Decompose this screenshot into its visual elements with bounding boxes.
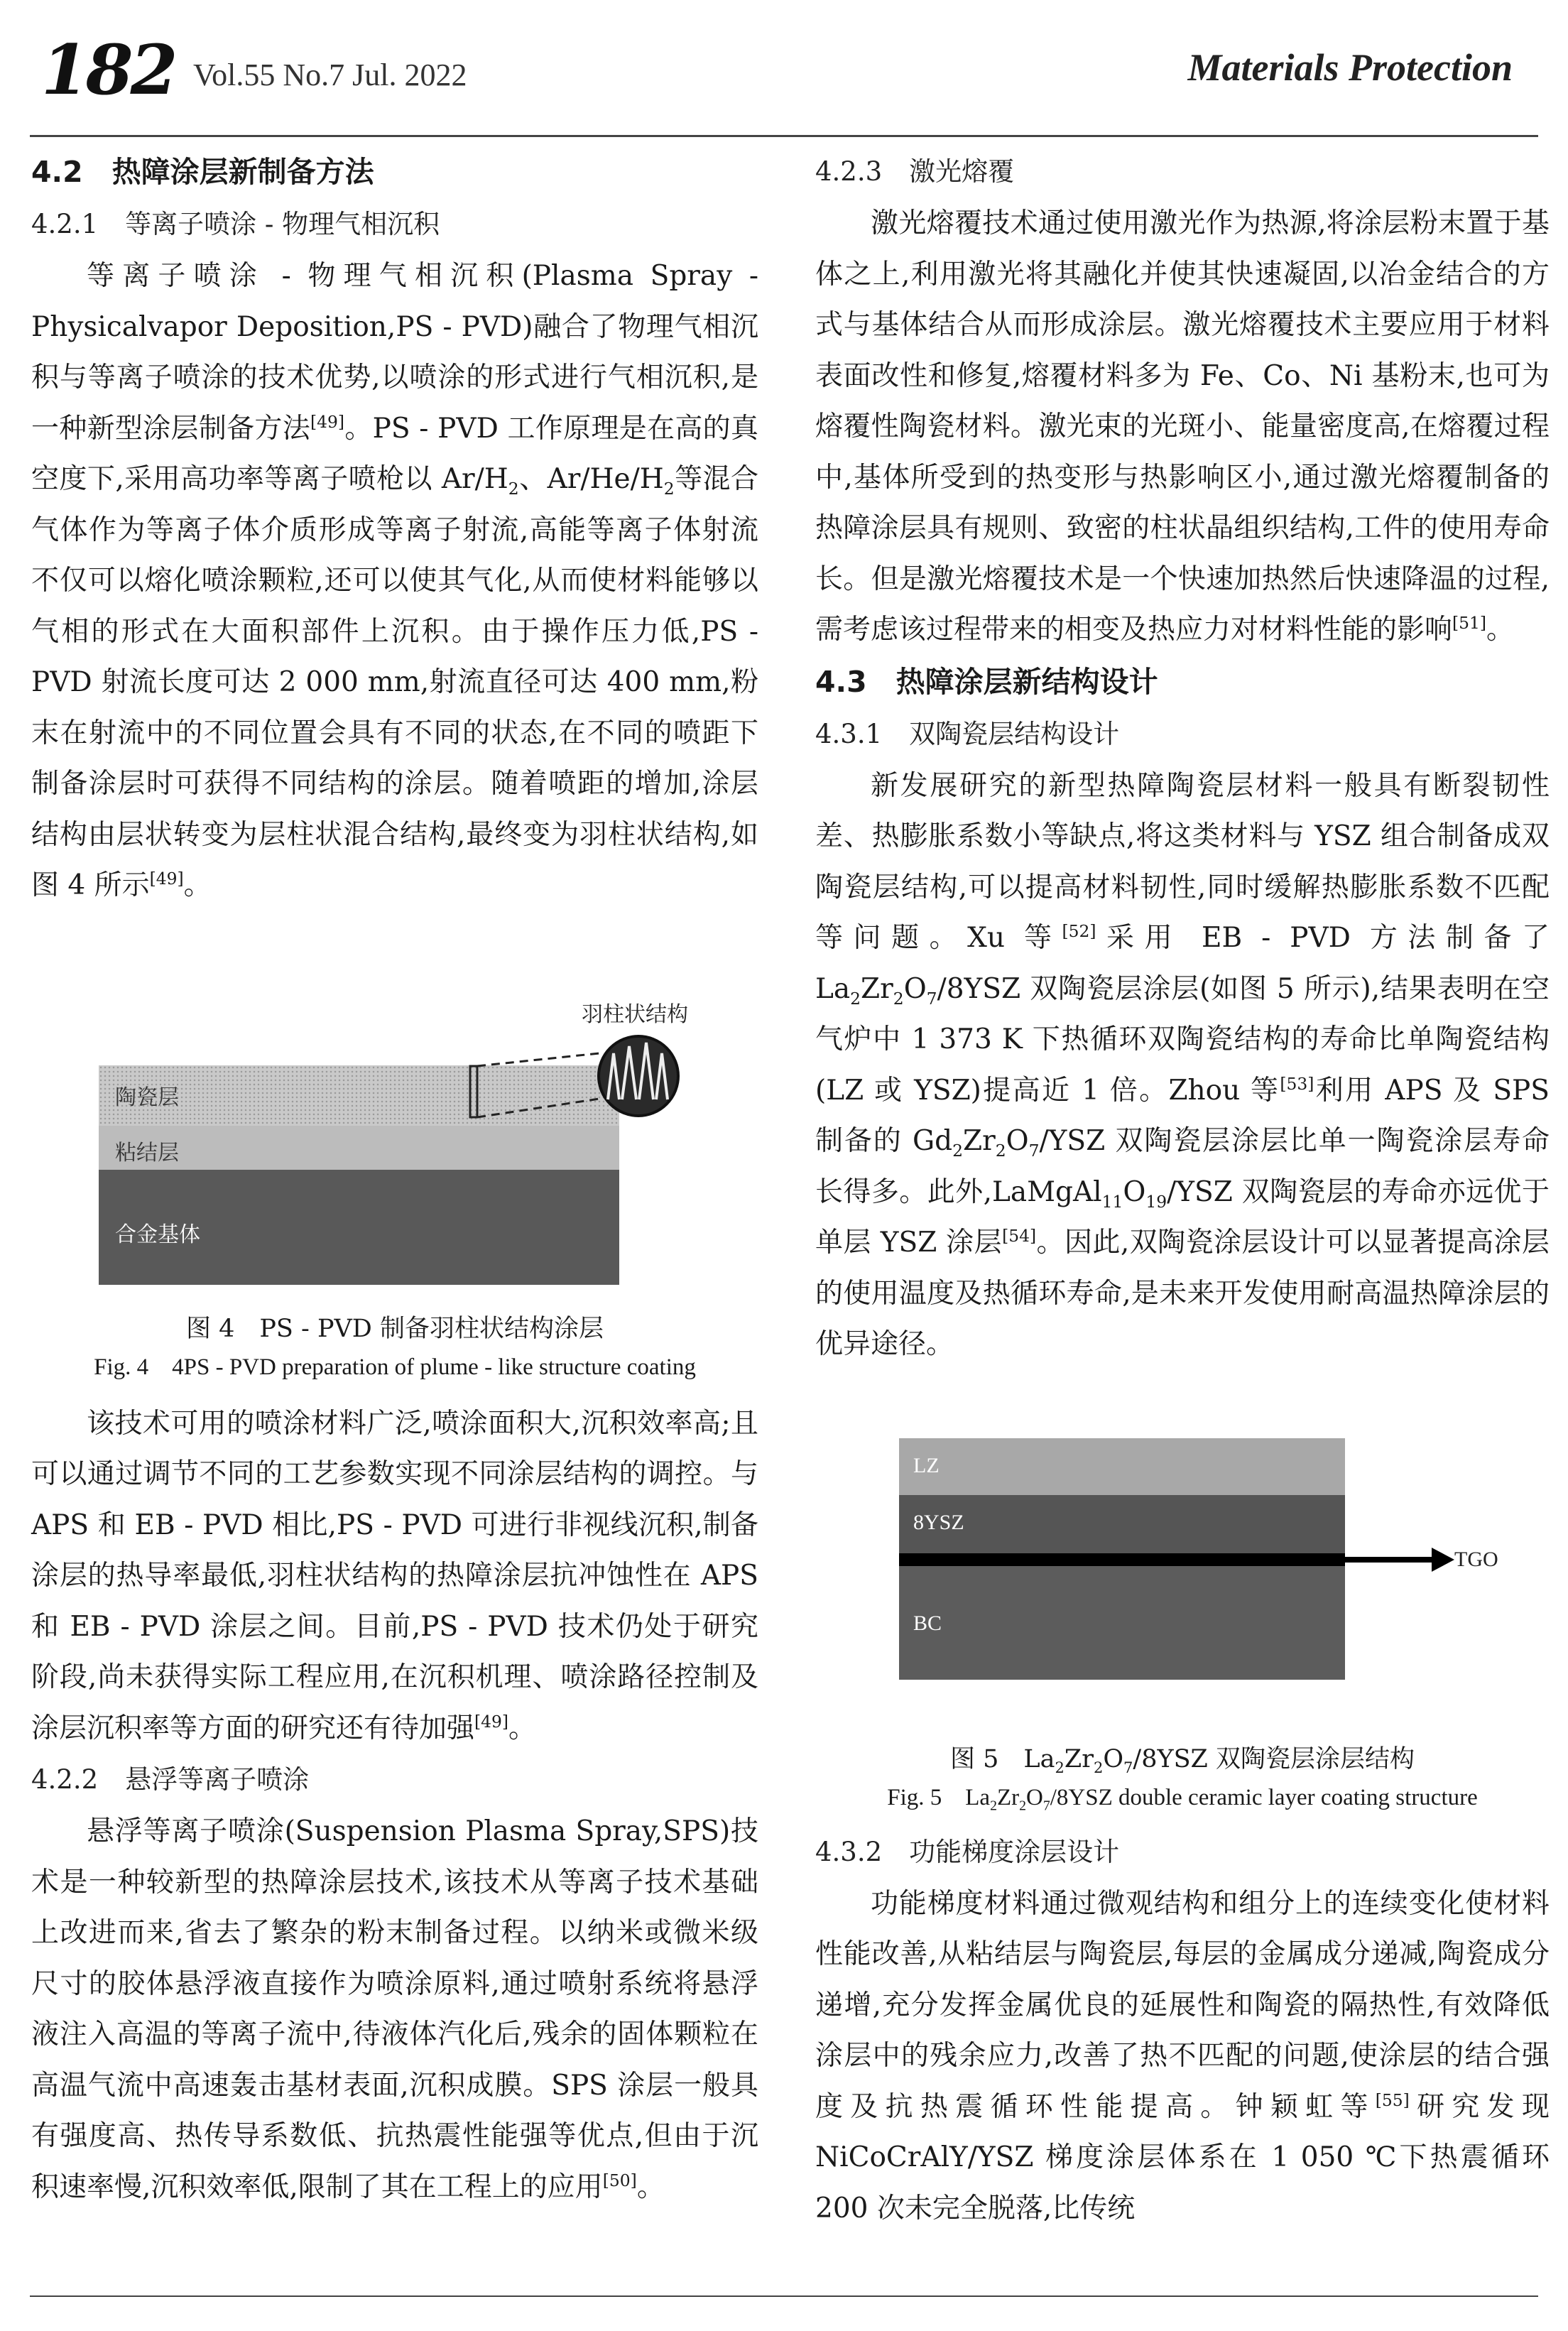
footer-rule [30,2295,1538,2297]
substrate-label: 合金基体 [115,1222,200,1247]
figure-4-caption-cn: 图 4 PS - PVD 制备羽柱状结构涂层 [185,1314,604,1343]
citation: [50] [602,2170,637,2190]
tgo-arrow-icon [815,1370,1550,1739]
citation: [49] [474,1711,509,1732]
bc-label: BC [913,1611,942,1635]
subsection-number: 4.2.2 [31,1764,99,1795]
subsection-heading-4-2-3 [815,146,1550,198]
subsection-heading-4-2-2 [31,1754,758,1806]
subsection-number: 4.2.3 [815,156,883,187]
bond-layer-label: 粘结层 [115,1140,179,1166]
plume-structure-label: 羽柱状结构 [582,1001,688,1027]
section-heading-4-2: 4.2 热障涂层新制备方法 [31,155,374,189]
subsection-title: 悬浮等离子喷涂 [125,1764,310,1795]
subsection-title: 等离子喷涂 - 物理气相沉积 [125,209,440,239]
lz-label: LZ [913,1453,940,1477]
paragraph: 等离子喷涂 - 物理气相沉积(Plasma Spray - Physicalvapor Deposition,PS - PVD)融合了物理气相沉积与等离子喷涂的技术优势,以喷涂的形式进行气相沉积,是一种新型涂层制备方法[49]。PS - PVD 工作原理是在高的真空度下,采用高功率等离子喷枪以 $Ar/H_2$、$Ar/He/H_2$等混合气体作为等离子体介质形成等离子射流,高能等离子体射流不仅可以熔化喷涂颗粒,还可以使其气化,从而使材料能够以气相的形式在大面积部件上沉积。由于操作压力低,PS - PVD 射流长度可达 2 000 mm,射流直径可达 400 mm,粉末在射流中的不同位置会具有不同的状态,在不同的喷距下制备涂层时可获得不同结构的涂层。随着喷距的增加,涂层结构由层状转变为层柱状混合结构,最终变为羽柱状结构,如图 4 所示[49]。 [31,260,758,901]
figure-4 [31,911,758,1309]
left-column [31,146,758,2212]
paragraph: 功能梯度材料通过微观结构和组分上的连续变化使材料性能改善,从粘结层与陶瓷层,每层的金属成分递减,陶瓷成分递增,充分发挥金属优良的延展性和陶瓷的隔热性,有效降低涂层中的残余应力,改善了热不匹配的问题,使涂层的结合强度及抗热震循环性能提高。钟颖虹等[55]研究发现 NiCoCrAlY/YSZ 梯度涂层体系在 1 050 ℃下热震循环 200 次未完全脱落,比传统 [815,1887,1550,2224]
subsection-title: 激光熔覆 [909,156,1015,187]
citation: [55] [1375,2090,1410,2110]
citation: [51] [1452,613,1487,633]
plume-magnifier-icon [31,911,758,1309]
subsection-title: 双陶瓷层结构设计 [909,718,1120,749]
figure-5-caption-en: Fig. 5 $La_2Zr_2O_7/8YSZ$ double ceramic layer coating structure [887,1784,1478,1814]
paragraph: 该技术可用的喷涂材料广泛,喷涂面积大,沉积效率高;且可以通过调节不同的工艺参数实现不同涂层结构的调控。与 APS 和 EB - PVD 相比,PS - PVD 可进行非视线沉积,制备涂层的热导率最低,羽柱状结构的热障涂层抗冲蚀性在 APS 和 EB - PVD 涂层之间。目前,PS - PVD 技术仍处于研究阶段,尚未获得实际工程应用,在沉积机理、喷涂路径控制及涂层沉积率等方面的研究还有待加强[49]。 [31,1407,758,1744]
figure-5-caption-cn: 图 5 $La_2Zr_2O_7/8YSZ$ 双陶瓷层涂层结构 [950,1744,1415,1776]
volume-info: Vol.55 No.7 Jul. 2022 [193,58,467,92]
citation: [49] [149,869,184,889]
paragraph: 激光熔覆技术通过使用激光作为热源,将涂层粉末置于基体之上,利用激光将其融化并使其快速凝固,以冶金结合的方式与基体结合从而形成涂层。激光熔覆技术主要应用于材料表面改性和修复,熔覆材料多为 Fe、Co、Ni 基粉末,也可为熔覆性陶瓷材料。激光束的光斑小、能量密度高,在熔覆过程中,基体所受到的热变形与热影响区小,通过激光熔覆制备的热障涂层具有规则、致密的柱状晶组织结构,工件的使用寿命长。但是激光熔覆技术是一个快速加热然后快速降温的过程,需考虑该过程带来的相变及热应力对材料性能的影响[51]。 [815,207,1550,646]
section-heading-4-3: 4.3 热障涂层新结构设计 [815,664,1158,699]
subsection-heading-4-3-1 [815,708,1550,761]
citation: [54] [1002,1226,1037,1246]
page-number: 182 [41,30,175,110]
subsection-heading-4-2-1 [31,198,758,251]
page-header [0,0,1568,142]
header-rule [30,135,1538,137]
ysz-label: 8YSZ [913,1510,964,1534]
paragraph: 新发展研究的新型热障陶瓷层材料一般具有断裂韧性差、热膨胀系数小等缺点,将这类材料与 YSZ 组合制备成双陶瓷层结构,可以提高材料韧性,同时缓解热膨胀系数不匹配等问题。Xu 等[52]采用 EB - PVD 方法制备了 $La_2Zr_2O_7/8YSZ$ 双陶瓷层涂层(如图 5 所示),结果表明在空气炉中 1 373 K 下热循环双陶瓷结构的寿命比单陶瓷结构(LZ 或 YSZ)提高近 1 倍。Zhou 等[53]利用 APS 及 SPS 制备的 $Gd_2Zr_2O_7$/YSZ 双陶瓷层涂层比单一陶瓷涂层寿命长得多。此外$,LaMgAl_{11}O_{19}$/YSZ 双陶瓷层的寿命亦远优于单层 YSZ 涂层[54]。因此,双陶瓷涂层设计可以显著提高涂层的使用温度及热循环寿命,是未来开发使用耐高温热障涂层的优异途径。 [815,769,1550,1360]
subsection-number: 4.2.1 [31,209,99,239]
subsection-number: 4.3.2 [815,1836,883,1867]
journal-name: Materials Protection [1187,46,1513,89]
citation: [49] [310,411,345,432]
figure-4-caption-en: Fig. 4 4PS - PVD preparation of plume - like structure coating [94,1354,696,1380]
figure-5 [815,1370,1550,1739]
ceramic-layer-label: 陶瓷层 [115,1085,179,1110]
subsection-title: 功能梯度涂层设计 [909,1836,1120,1867]
citation: [53] [1280,1073,1314,1094]
paragraph: 悬浮等离子喷涂(Suspension Plasma Spray,SPS)技术是一种较新型的热障涂层技术,该技术从等离子技术基础上改进而来,省去了繁杂的粉末制备过程。以纳米或微米级尺寸的胶体悬浮液直接作为喷涂原料,通过喷射系统将悬浮液注入高温的等离子流中,待液体汽化后,残余的固体颗粒在高温气流中高速轰击基材表面,沉积成膜。SPS 涂层一般具有强度高、热传导系数低、抗热震性能强等优点,但由于沉积速率慢,沉积效率低,限制了其在工程上的应用[50]。 [31,1815,758,2203]
right-column [815,146,1550,2234]
citation: [52] [1062,921,1096,941]
tgo-label: TGO [1454,1547,1498,1571]
subsection-heading-4-3-2 [815,1826,1550,1879]
subsection-number: 4.3.1 [815,718,883,749]
